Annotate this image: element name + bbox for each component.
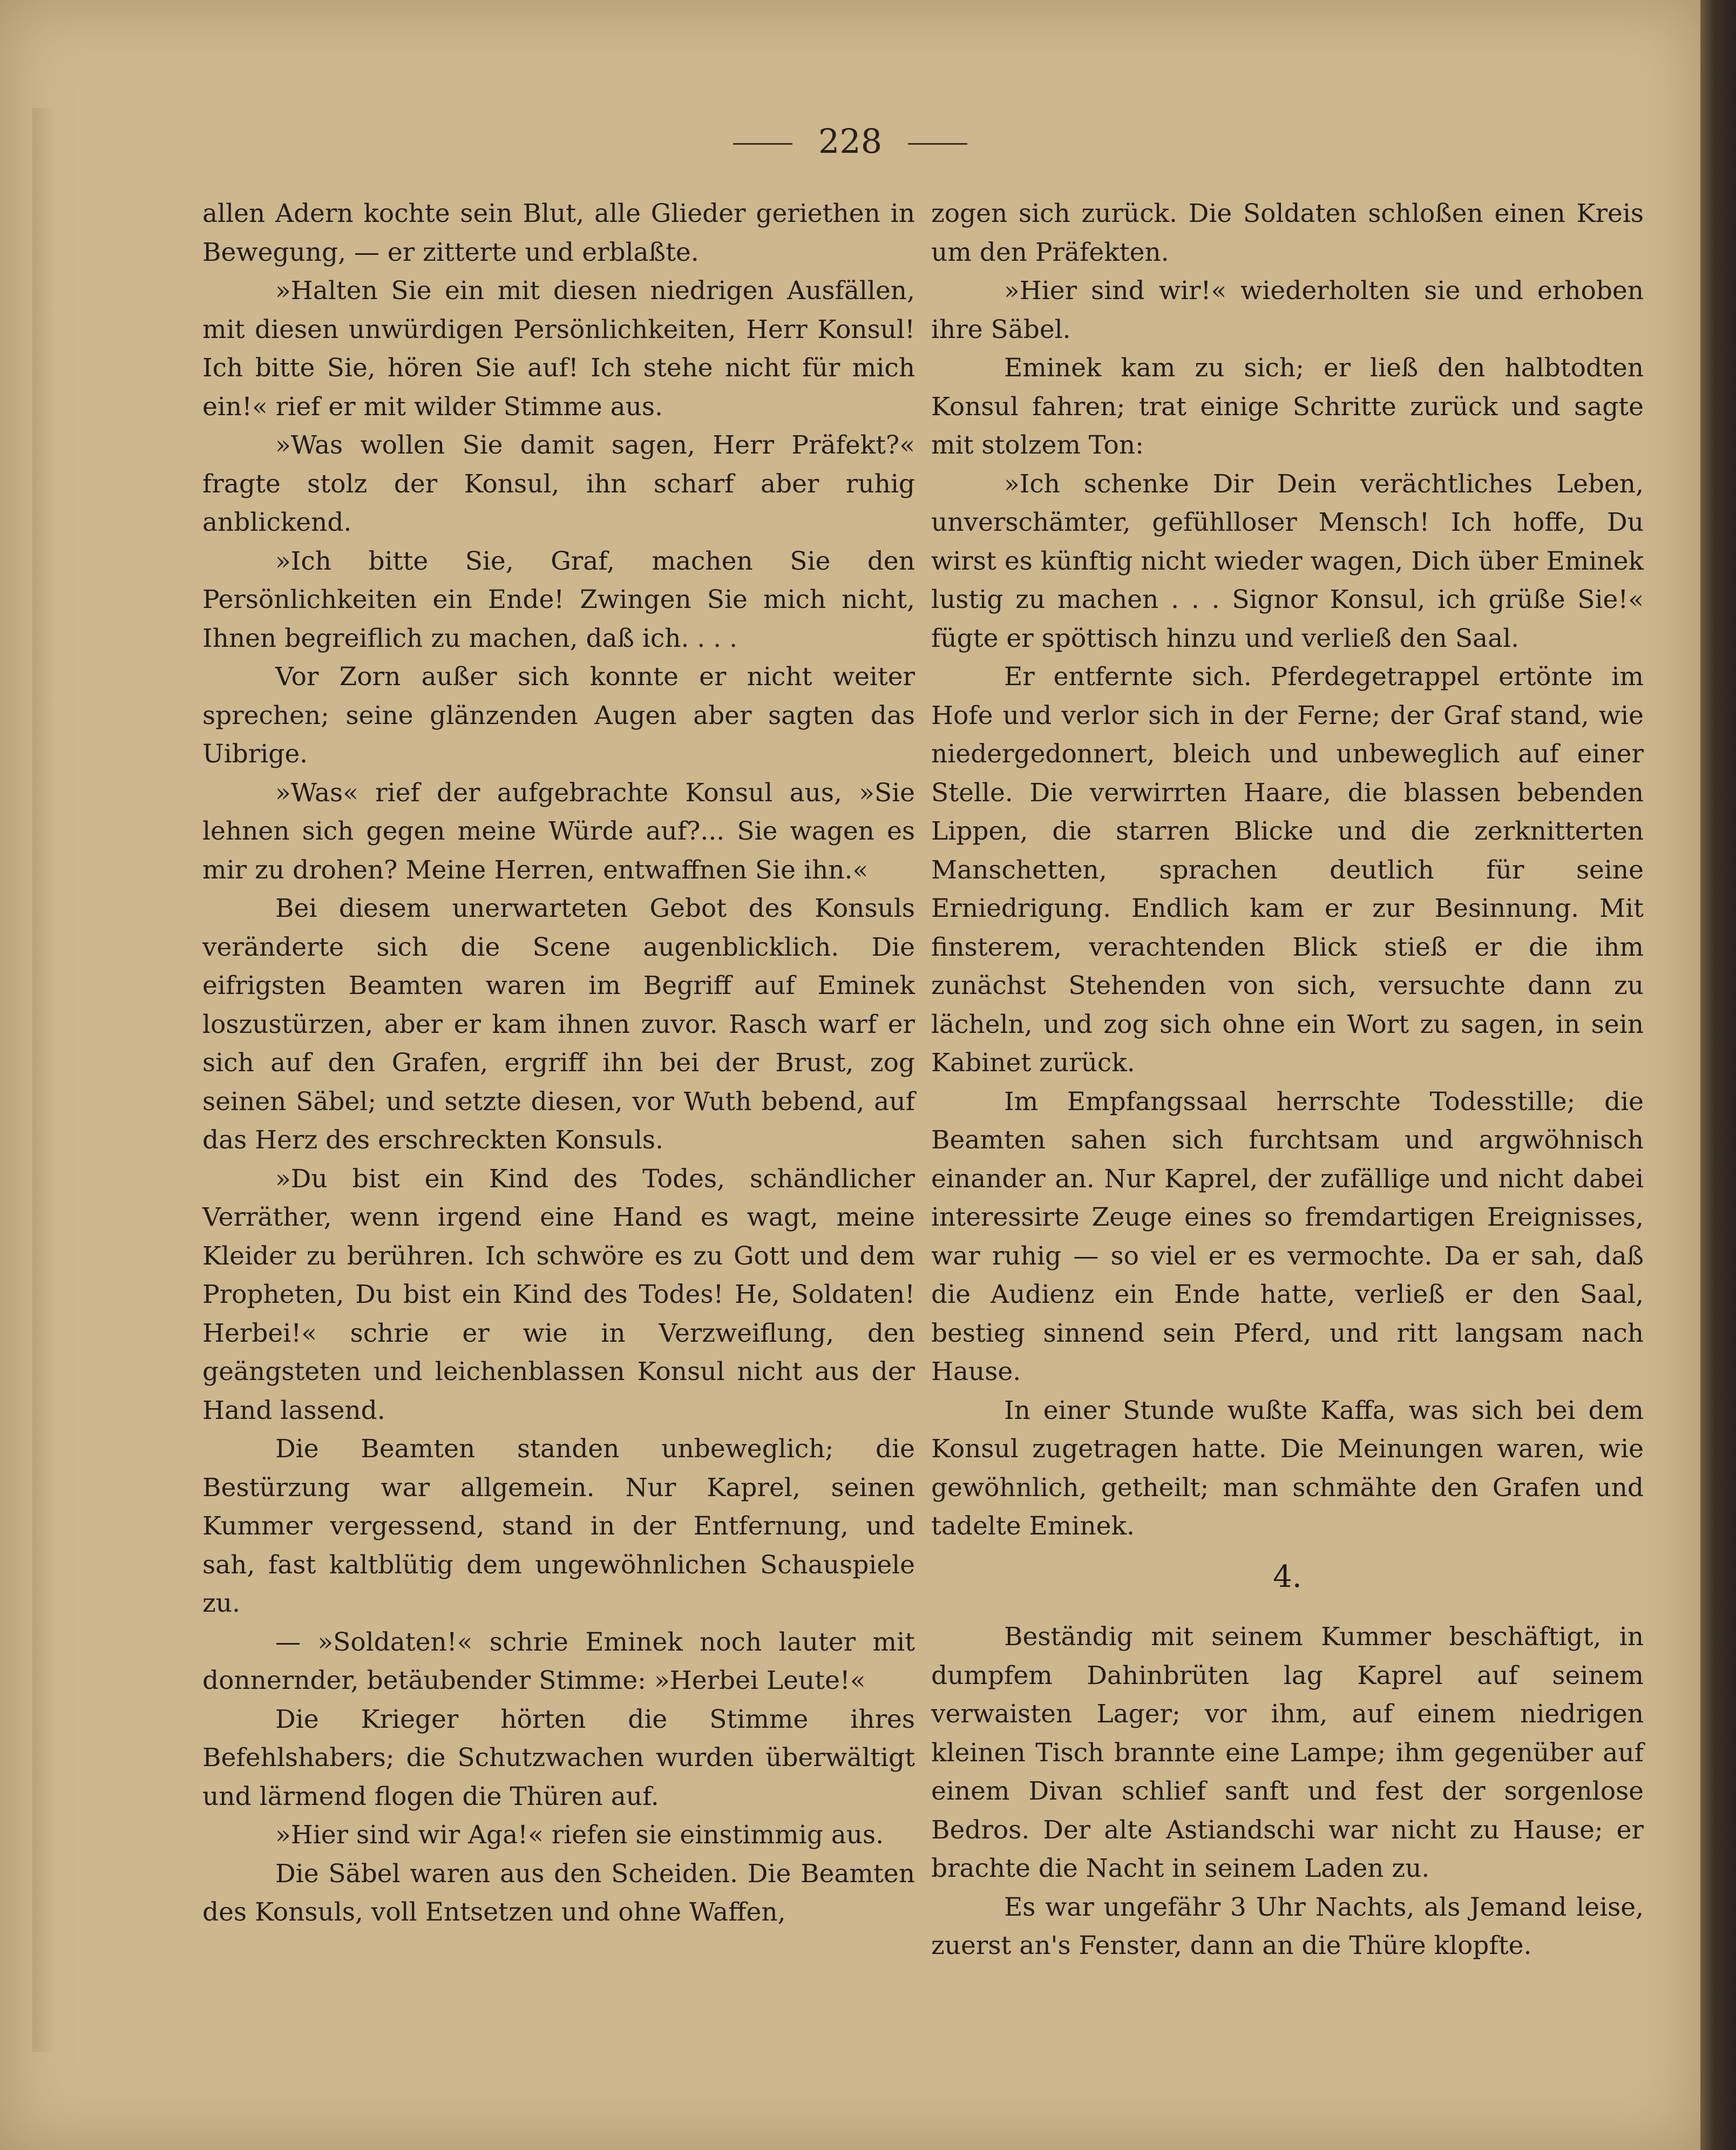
paragraph: »Was« rief der aufgebrachte Konsul aus, »Sie lehnen sich gegen meine Würde auf?... Sie wagen es mir zu drohen? Meine Herren, entwaffnen Sie ihn.« (202, 777, 915, 885)
paragraph: Bei diesem unerwarteten Gebot des Konsuls veränderte sich die Scene augenblicklich. Die eifrigsten Beamten waren im Begriff auf Eminek loszustürzen, aber er kam ihnen zuvor. Rasch warf er sich auf den Grafen, ergriff ihn bei der Brust, zog seinen Säbel; und setzte diesen, vor Wuth bebend, auf das Herz des erschreckten Konsuls. (202, 894, 915, 1155)
header-rule-right (908, 143, 967, 145)
right-column (931, 194, 1644, 1965)
paragraph: Eminek kam zu sich; er ließ den halbtodten Konsul fahren; trat einige Schritte zurück und sagte mit stolzem Ton: (931, 353, 1644, 460)
paragraph: »Hier sind wir Aga!« riefen sie einstimmig aus. (275, 1820, 884, 1850)
paragraph: »Du bist ein Kind des Todes, schändlicher Verräther, wenn irgend eine Hand es wagt, meine Kleider zu berühren. Ich schwöre es zu Gott und dem Propheten, Du bist ein Kind des Todes! He, Soldaten! Herbei!« schrie er wie in Verzweiflung, den geängsteten und leichenblassen Konsul nicht aus der Hand lassend. (202, 1164, 915, 1425)
paragraph: Es war ungefähr 3 Uhr Nachts, als Jemand leise, zuerst an's Fenster, dann an die Thüre klopfte. (931, 1892, 1644, 1960)
paragraph: allen Adern kochte sein Blut, alle Glieder geriethen in Bewegung, — er zitterte und erblaßte. (202, 199, 915, 267)
paragraph: Beständig mit seinem Kummer beschäftigt, in dumpfem Dahinbrüten lag Kaprel auf seinem verwaisten Lager; vor ihm, auf einem niedrigen kleinen Tisch brannte eine Lampe; ihm gegenüber auf einem Divan schlief sanft und fest der sorgenlose Bedros. Der alte Astiandschi war nicht zu Hause; er brachte die Nacht in seinem Laden zu. (931, 1622, 1644, 1883)
adjacent-page-edge (1700, 0, 1736, 2150)
paragraph: Die Säbel waren aus den Scheiden. Die Beamten des Konsuls, voll Entsetzen und ohne Waffen, (202, 1858, 915, 1927)
paragraph: Er entfernte sich. Pferdegetrappel ertönte im Hofe und verlor sich in der Ferne; der Graf stand, wie niedergedonnert, bleich und unbeweglich auf einer Stelle. Die verwirrten Haare, die blassen bebenden Lippen, die starren Blicke und die zerknitterten Manschetten, sprachen deutlich für seine Erniedrigung. Endlich kam er zur Besinnung. Mit finsterem, verachtenden Blick stieß er die ihm zunächst Stehenden von sich, versuchte dann zu lächeln, und zog sich ohne ein Wort zu sagen, in sein Kabinet zurück. (931, 662, 1644, 1078)
page-number: 228 (818, 121, 883, 161)
paragraph: zogen sich zurück. Die Soldaten schloßen einen Kreis um den Präfekten. (931, 199, 1644, 267)
paragraph: In einer Stunde wußte Kaffa, was sich bei dem Konsul zugetragen hatte. Die Meinungen waren, wie gewöhnlich, getheilt; man schmähte den Grafen und tadelte Eminek. (931, 1395, 1644, 1541)
paragraph: Im Empfangssaal herrschte Todesstille; die Beamten sahen sich furchtsam und argwöhnisch einander an. Nur Kaprel, der zufällige und nicht dabei interessirte Zeuge eines so fremdartigen Ereignisses, war ruhig — so viel er es vermochte. Da er sah, daß die Audienz ein Ende hatte, verließ er den Saal, bestieg sinnend sein Pferd, und ritt langsam nach Hause. (931, 1086, 1644, 1387)
paragraph: Die Beamten standen unbeweglich; die Bestürzung war allgemein. Nur Kaprel, seinen Kummer vergessend, stand in der Entfernung, und sah, fast kaltblütig dem ungewöhnlichen Schauspiele zu. (202, 1434, 915, 1618)
paragraph: »Was wollen Sie damit sagen, Herr Präfekt?« fragte stolz der Konsul, ihn scharf aber ruhig anblickend. (202, 430, 915, 537)
paragraph: Die Krieger hörten die Stimme ihres Befehlshabers; die Schutzwachen wurden überwältigt und lärmend flogen die Thüren auf. (202, 1704, 915, 1811)
paragraph: — »Soldaten!« schrie Eminek noch lauter mit donnernder, betäubender Stimme: »Herbei Leute!« (202, 1627, 915, 1695)
paragraph: »Ich bitte Sie, Graf, machen Sie den Persönlichkeiten ein Ende! Zwingen Sie mich nicht, Ihnen begreiflich zu machen, daß ich. . . . (202, 546, 915, 653)
paragraph: »Ich schenke Dir Dein verächtliches Leben, unverschämter, gefühlloser Mensch! Ich hoffe, Du wirst es künftig nicht wieder wagen, Dich über Eminek lustig zu machen . . . Signor Konsul, ich grüße Sie!« fügte er spöttisch hinzu und verließ den Saal. (931, 469, 1644, 653)
paragraph: Vor Zorn außer sich konnte er nicht weiter sprechen; seine glänzenden Augen aber sagten das Uibrige. (202, 662, 915, 769)
header-rule-left (733, 143, 792, 145)
paragraph: »Halten Sie ein mit diesen niedrigen Ausfällen, mit diesen unwürdigen Persönlichkeiten, Herr Konsul! Ich bitte Sie, hören Sie auf! Ich stehe nicht für mich ein!« rief er mit wilder Stimme aus. (202, 276, 915, 422)
left-column (202, 194, 915, 1932)
page-header (0, 121, 1700, 161)
paragraph: »Hier sind wir!« wiederholten sie und erhoben ihre Säbel. (931, 276, 1644, 344)
section-number: 4. (1273, 1559, 1302, 1594)
